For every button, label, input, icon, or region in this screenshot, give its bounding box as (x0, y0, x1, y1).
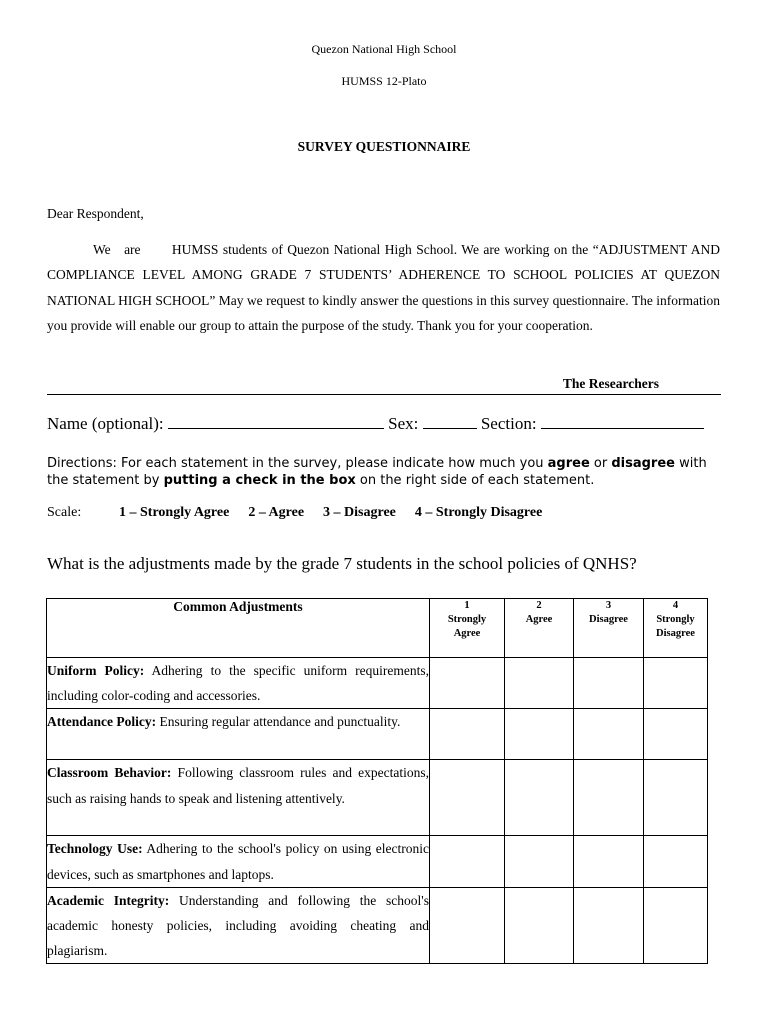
column-header-adjustments: Common Adjustments (47, 599, 430, 658)
checkbox-strongly-agree[interactable] (430, 760, 505, 836)
section-field[interactable] (541, 414, 704, 429)
class-section: HUMSS 12-Plato (341, 74, 427, 88)
column-2-number: 2 (536, 600, 542, 611)
checkbox-disagree[interactable] (574, 709, 644, 760)
directions-text-2: with the statement by (47, 456, 707, 488)
statement-text: Understanding and following the school's academic honesty policies, including avoiding cheating and plagiarism. (47, 892, 429, 959)
statement-cell (47, 760, 430, 836)
statement-cell (47, 836, 430, 887)
checkbox-agree[interactable] (505, 836, 574, 887)
directions-disagree: disagree (611, 456, 675, 471)
column-4-number: 4 (672, 600, 679, 611)
sex-field[interactable] (423, 414, 477, 429)
table-row (47, 760, 708, 836)
checkbox-agree[interactable] (505, 760, 574, 836)
directions-text-3: on the right side of each statement. (355, 473, 595, 488)
statement-title: Uniform Policy: (47, 663, 145, 678)
checkbox-disagree[interactable] (574, 658, 644, 709)
school-name: Quezon National High School (311, 42, 457, 56)
directions-or: or (589, 456, 612, 471)
checkbox-strongly-agree[interactable] (430, 709, 505, 760)
section-label: Section: (480, 414, 537, 433)
survey-question: What is the adjustments made by the grade 7 students in the school policies of QNHS? (47, 554, 637, 573)
column-4-label-1: Strongly (656, 614, 695, 625)
checkbox-agree[interactable] (505, 887, 574, 964)
column-3-label-1: Disagree (589, 614, 628, 625)
letter-body-text: HUMSS students of Quezon National High School. We are working on the “ADJUSTMENT AND COMPLIANCE LEVEL AMONG GRADE 7 STUDENTS’ ADHERENCE TO SCHOOL POLICIES AT QUEZON NATIONAL HIGH SCHOOL” May we request to kindly answer the questions in this survey questionnaire. The information you provide will enable our group to attain the purpose of the study. Thank you for your cooperation. (47, 242, 721, 334)
statement-title: Academic Integrity: (47, 892, 170, 908)
name-label: Name (optional): (47, 414, 164, 433)
column-1-number: 1 (464, 600, 470, 611)
directions-check: putting a check in the box (163, 473, 356, 488)
statement-title: Technology Use: (47, 841, 143, 857)
letter-we-are: We are (93, 242, 141, 257)
column-header-3 (574, 599, 644, 658)
column-3-number: 3 (605, 600, 612, 611)
statement-text: Following classroom rules and expectations, such as raising hands to speak and listening attentively. (47, 765, 429, 806)
scale-item-1: 1 – Strongly Agree (119, 505, 230, 520)
checkbox-disagree[interactable] (574, 760, 644, 836)
page-title: SURVEY QUESTIONNAIRE (297, 139, 471, 154)
checkbox-agree[interactable] (505, 658, 574, 709)
table-header-row (47, 599, 708, 658)
table-row (47, 709, 708, 760)
checkbox-strongly-disagree[interactable] (644, 658, 708, 709)
name-field[interactable] (168, 414, 384, 429)
checkbox-strongly-disagree[interactable] (644, 887, 708, 964)
checkbox-disagree[interactable] (574, 887, 644, 964)
statement-cell (47, 658, 430, 709)
statement-cell (47, 709, 430, 760)
column-2-label-1: Agree (525, 614, 553, 625)
statement-text: Adhering to the specific uniform requirements, including color-coding and accessories. (47, 663, 429, 704)
scale-item-3: 3 – Disagree (323, 505, 396, 520)
column-1-label-1: Strongly (447, 614, 487, 625)
statement-text: Adhering to the school's policy on using electronic devices, such as smartphones and laptops. (47, 841, 429, 882)
signature-line (47, 375, 721, 395)
scale-legend (47, 505, 561, 521)
checkbox-strongly-disagree[interactable] (644, 709, 708, 760)
checkbox-agree[interactable] (505, 709, 574, 760)
scale-item-4: 4 – Strongly Disagree (414, 505, 543, 520)
column-1-label-2: Agree (453, 628, 481, 639)
checkbox-strongly-disagree[interactable] (644, 760, 708, 836)
checkbox-strongly-disagree[interactable] (644, 836, 708, 887)
table-row (47, 836, 708, 887)
scale-label: Scale: (47, 505, 82, 520)
checkbox-strongly-agree[interactable] (430, 887, 505, 964)
column-header-1 (430, 599, 505, 658)
checkbox-disagree[interactable] (574, 836, 644, 887)
statement-title: Classroom Behavior: (47, 765, 172, 781)
checkbox-strongly-agree[interactable] (430, 836, 505, 887)
sex-label: Sex: (388, 414, 419, 433)
directions-agree: agree (547, 456, 590, 471)
survey-table (46, 598, 708, 964)
signature: The Researchers (562, 376, 659, 391)
letter-body (47, 237, 720, 339)
checkbox-strongly-agree[interactable] (430, 658, 505, 709)
directions (47, 455, 727, 489)
salutation: Dear Respondent, (47, 206, 144, 221)
directions-text-1: Directions: For each statement in the survey, please indicate how much you (47, 456, 548, 471)
statement-title: Attendance Policy: (47, 714, 157, 730)
respondent-fields (47, 414, 704, 434)
scale-item-2: 2 – Agree (248, 505, 305, 520)
statement-cell (47, 887, 430, 964)
table-row (47, 658, 708, 709)
column-4-label-2: Disagree (656, 628, 695, 639)
column-header-2 (505, 599, 574, 658)
table-row (47, 887, 708, 964)
column-header-4 (644, 599, 708, 658)
statement-text: Ensuring regular attendance and punctuality. (156, 714, 401, 730)
